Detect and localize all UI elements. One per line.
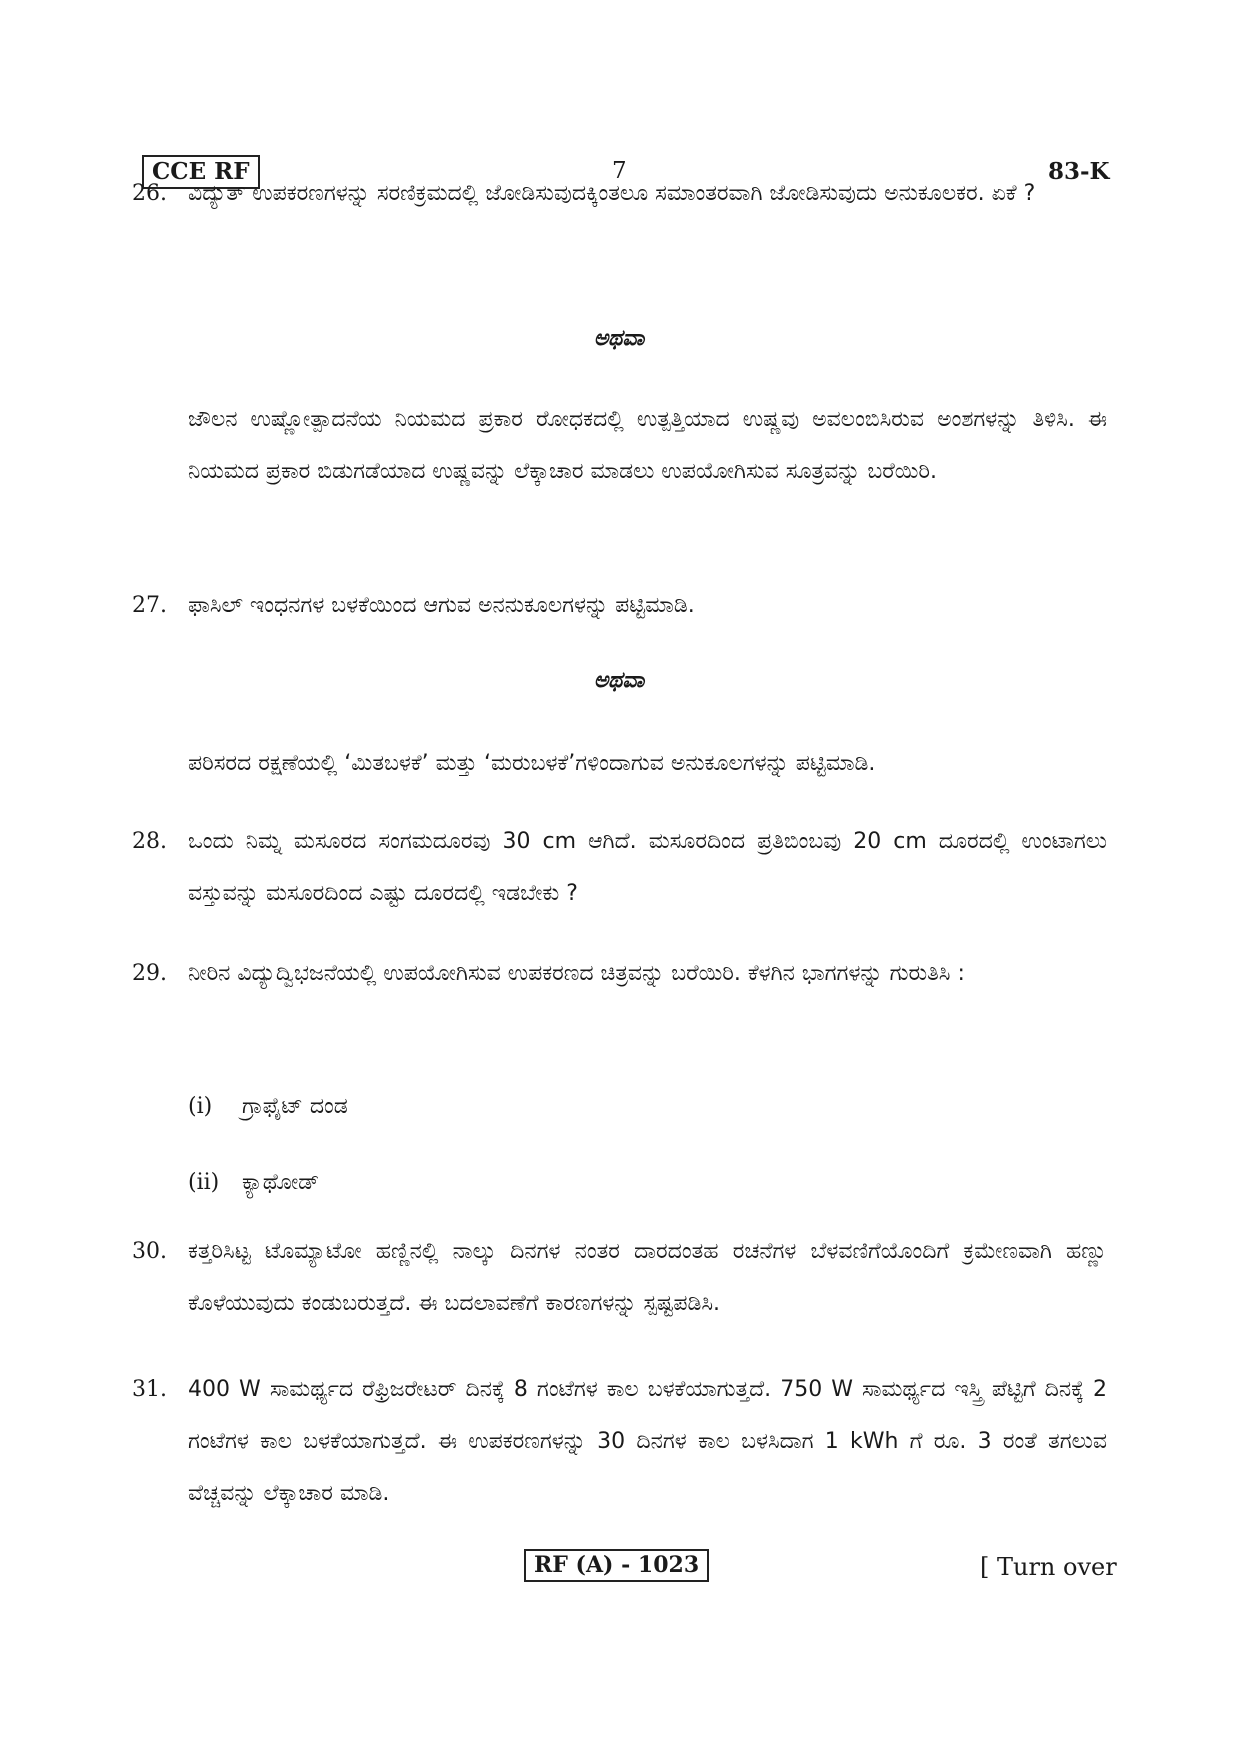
question-text: ಫಾಸಿಲ್ ಇಂಧನಗಳ ಬಳಕೆಯಿಂದ ಆಗುವ ಅನನುಕೂಲಗಳನ್ನು ಪಟ್ಟಿಮಾಡಿ. bbox=[188, 593, 695, 618]
subitem-label: (ii) bbox=[188, 1170, 220, 1195]
question-number: 29. bbox=[132, 961, 167, 986]
question-27 bbox=[132, 580, 1107, 632]
question-29 bbox=[132, 948, 1107, 1000]
footer-code-box: RF (A) - 1023 bbox=[524, 1549, 709, 1582]
alternative-question-text: ಪರಿಸರದ ರಕ್ಷಣೆಯಲ್ಲಿ ‘ಮಿತಬಳಕೆ’ ಮತ್ತು ‘ಮರುಬಳಕೆ’ಗಳಿಂದಾಗುವ ಅನುಕೂಲಗಳನ್ನು ಪಟ್ಟಿಮಾಡಿ. bbox=[188, 751, 876, 776]
question-text: ನೀರಿನ ವಿದ್ಯುದ್ವಿಭಜನೆಯಲ್ಲಿ ಉಪಯೋಗಿಸುವ ಉಪಕರಣದ ಚಿತ್ರವನ್ನು ಬರೆಯಿರಿ. ಕೆಳಗಿನ ಭಾಗಗಳನ್ನು ಗುರುತಿಸಿ : bbox=[188, 961, 965, 986]
question-30 bbox=[132, 1226, 1107, 1330]
question-number: 28. bbox=[132, 829, 167, 854]
subitem bbox=[188, 1170, 319, 1195]
question-text: ಒಂದು ನಿಮ್ನ ಮಸೂರದ ಸಂಗಮದೂರವು 30 cm ಆಗಿದೆ. ಮಸೂರದಿಂದ ಪ್ರತಿಬಿಂಬವು 20 cm ದೂರದಲ್ಲಿ ಉಂಟಾಗಲು ವಸ್ತುವನ್ನು ಮಸೂರದಿಂದ ಎಷ್ಟು ದೂರದಲ್ಲಿ ಇಡಬೇಕು ? bbox=[188, 829, 1107, 906]
question-number: 30. bbox=[132, 1239, 167, 1264]
alternative-question-text: ಜೌಲನ ಉಷ್ಣೋತ್ಪಾದನೆಯ ನಿಯಮದ ಪ್ರಕಾರ ರೋಧಕದಲ್ಲಿ ಉತ್ಪತ್ತಿಯಾದ ಉಷ್ಣವು ಅವಲಂಬಿಸಿರುವ ಅಂಶಗಳನ್ನು ತಿಳಿಸಿ. ಈ ನಿಯಮದ ಪ್ರಕಾರ ಬಿಡುಗಡೆಯಾದ ಉಷ್ಣವನ್ನು ಲೆಕ್ಕಾಚಾರ ಮಾಡಲು ಉಪಯೋಗಿಸುವ ಸೂತ್ರವನ್ನು ಬರೆಯಿರಿ. bbox=[188, 407, 1107, 484]
header-code-box: CCE RF bbox=[142, 155, 260, 189]
question-text: ವಿದ್ಯುತ್ ಉಪಕರಣಗಳನ್ನು ಸರಣಿಕ್ರಮದಲ್ಲಿ ಜೋಡಿಸುವುದಕ್ಕಿಂತಲೂ ಸಮಾಂತರವಾಗಿ ಜೋಡಿಸುವುದು ಅನುಕೂಲಕರ. ಏಕೆ ? bbox=[188, 181, 1036, 206]
header-code-right: 83-K bbox=[1048, 158, 1110, 185]
question-28 bbox=[132, 816, 1107, 920]
question-number: 26. bbox=[132, 181, 167, 206]
subitem bbox=[188, 1094, 348, 1119]
turn-over-label: [ Turn over bbox=[980, 1553, 1117, 1581]
or-label: ಅಥವಾ bbox=[593, 668, 645, 693]
question-26 bbox=[132, 168, 1107, 220]
question-number: 31. bbox=[132, 1377, 167, 1402]
or-label: ಅಥವಾ bbox=[593, 326, 645, 351]
question-31 bbox=[132, 1364, 1107, 1520]
subitem-text: ಕ್ಯಾಥೋಡ್ bbox=[242, 1170, 320, 1195]
footer-code bbox=[524, 1552, 709, 1578]
subitem-label: (i) bbox=[188, 1094, 213, 1119]
subitem-text: ಗ್ರಾಫೈಟ್ ದಂಡ bbox=[242, 1094, 348, 1119]
page-number: 7 bbox=[612, 158, 627, 184]
question-text: 400 W ಸಾಮರ್ಥ್ಯದ ರೆಫ್ರಿಜರೇಟರ್ ದಿನಕ್ಕೆ 8 ಗಂಟೆಗಳ ಕಾಲ ಬಳಕೆಯಾಗುತ್ತದೆ. 750 W ಸಾಮರ್ಥ್ಯದ ಇಸ್ತ್ರಿ ಪೆಟ್ಟಿಗೆ ದಿನಕ್ಕೆ 2 ಗಂಟೆಗಳ ಕಾಲ ಬಳಕೆಯಾಗುತ್ತದೆ. ಈ ಉಪಕರಣಗಳನ್ನು 30 ದಿನಗಳ ಕಾಲ ಬಳಸಿದಾಗ 1 kWh ಗೆ ರೂ. 3 ರಂತೆ ತಗಲುವ ವೆಚ್ಚವನ್ನು ಲೆಕ್ಕಾಚಾರ ಮಾಡಿ. bbox=[188, 1377, 1107, 1506]
question-text: ಕತ್ತರಿಸಿಟ್ಟ ಟೊಮ್ಯಾಟೋ ಹಣ್ಣಿನಲ್ಲಿ ನಾಲ್ಕು ದಿನಗಳ ನಂತರ ದಾರದಂತಹ ರಚನೆಗಳ ಬೆಳವಣಿಗೆಯೊಂದಿಗೆ ಕ್ರಮೇಣವಾಗಿ ಹಣ್ಣು ಕೊಳೆಯುವುದು ಕಂಡುಬರುತ್ತದೆ. ಈ ಬದಲಾವಣೆಗೆ ಕಾರಣಗಳನ್ನು ಸ್ಪಷ್ಟಪಡಿಸಿ. bbox=[188, 1239, 1107, 1316]
question-number: 27. bbox=[132, 593, 167, 618]
